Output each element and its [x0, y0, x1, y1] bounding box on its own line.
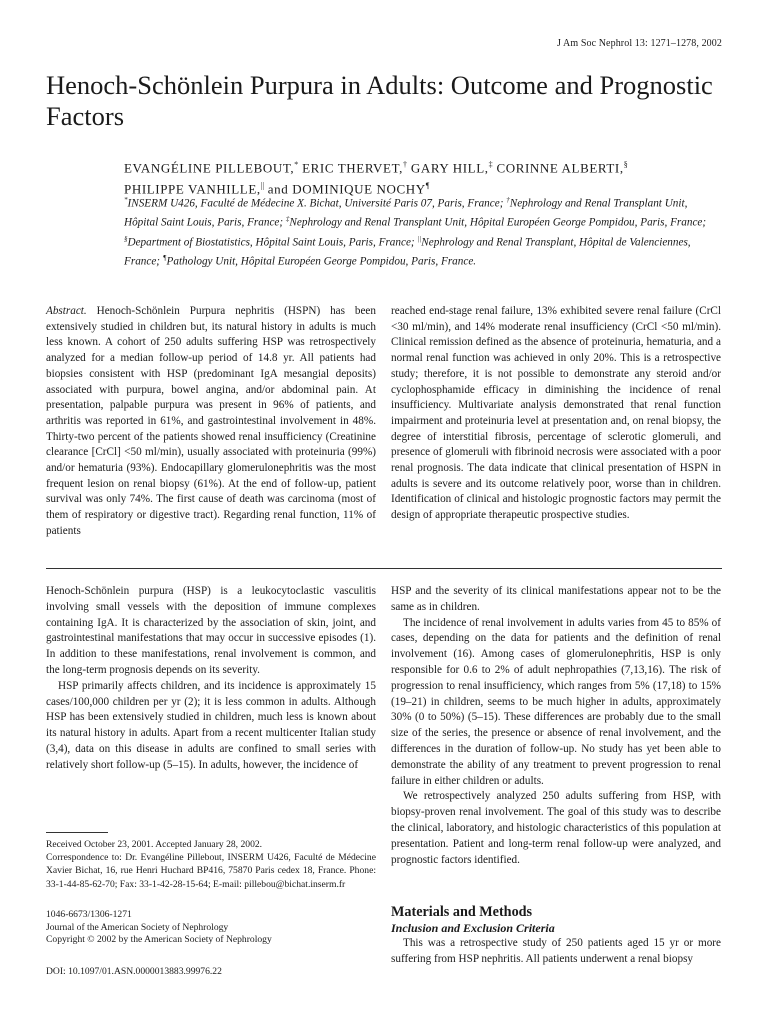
author-mark: ||: [260, 181, 264, 191]
affiliation-mark: ‡: [285, 215, 290, 224]
abstract-divider: [46, 568, 722, 569]
correspondence: Correspondence to: Dr. Evangéline Pillebout, INSERM U426, Faculté de Médecine Xavier Bichat, 16, rue Henri Huchard BP416, 75870 Paris cedex 18, France. Phone: 33-1-44-85-62-70; Fax: 33-1-42-28-15-64; E-mail: pillebou@bichat.inserm.fr: [46, 852, 376, 890]
subsection-heading: Inclusion and Exclusion Criteria: [391, 921, 555, 935]
author-mark: ¶: [425, 181, 430, 191]
author-name: EVANGÉLINE PILLEBOUT,: [124, 160, 295, 176]
abstract-text-continued: reached end-stage renal failure, 13% exhibited severe renal failure (CrCl <30 ml/min), and 14% moderate renal insufficiency (CrCl <50 ml/min). Clinical remission defined as the absence of proteinuria, hematuria, and a normal renal function was achieved in only 20%. This is a retrospective study; therefore, it is not possible to demonstrate any steroid and/or cyclophosphamide efficacy in diminishing the incidence of renal insufficiency. Multivariate analysis demonstrated that renal function impairment and proteinuria level at presentation and, on renal biopsy, the degree of interstitial fibrosis, percentage of sclerotic glomeruli, and presence of glomeruli with fibrinoid necrosis were associated with a poor renal prognosis. The data indicate that clinical presentation of HSPN in adults is severe and its outcome relatively poor, worse than in children. Identification of clinical and histologic prognostic factors may permit the design of appropriate therapeutic prospective studies.: [391, 305, 721, 522]
section-heading: Materials and Methods: [391, 904, 533, 920]
body-paragraph: This was a retrospective study of 250 patients aged 15 yr or more suffering from HSP nephritis. All patients underwent a renal biopsy: [391, 937, 721, 965]
affiliation-mark: †: [506, 196, 510, 204]
abstract-paragraph: [46, 304, 376, 540]
body-right-column: [391, 584, 721, 868]
abstract-right-column: [391, 304, 721, 524]
author-mark: ‡: [488, 160, 493, 169]
body-paragraph: Henoch-Schönlein purpura (HSP) is a leukocytoclastic vasculitis involving small vessels with the deposition of immune complexes containing IgA. It is characterized by the association of skin, joint, and gastrointestinal manifestations that may occur in successive episodes (1). In addition to these manifestations, renal involvement is common, and the long-term prognosis depends on its severity.: [46, 585, 376, 676]
affiliation-mark: ¶: [162, 253, 167, 262]
affiliation-text: Department of Biostatistics, Hôpital Saint Louis, Paris, France;: [127, 236, 418, 249]
abstract-text: Henoch-Schönlein Purpura nephritis (HSPN) has been extensively studied in children but, its natural history in adults is much less known. A cohort of 250 adults suffering HSP was retrospectively analyzed for a median follow-up period of 14.8 yr. All patients had biopsies consistent with HSP (predominant IgA mesangial deposits) associated with purpura, bowel angina, and/or abdominal pain. At presentation, palpable purpura was present in 96% of patients, and arthritis was reported in 61%, and gastrointestinal involvement in 48%. Thirty-two percent of the patients showed renal insufficiency (Creatinine clearance [CrCl] <50 ml/min), usually associated with proteinuria (99%) and/or hematuria (93%). Endocapillary glomerulonephritis was the most frequent lesion on renal biopsy (61%). At the end of follow-up, patient survival was only 74%. The first cause of death was carcinoma (most of them of respiratory or digestive tract). Regarding renal function, 11% of patients: [46, 305, 376, 537]
body-paragraph: HSP primarily affects children, and its incidence is approximately 15 cases/100,000 children per yr (2); it is less common in adults. Although HSP has been extensively studied in children, much less is known about its natural history in adults. Apart from a recent multicenter Italian study (3,4), data on this disease in adults are confined to small series with relatively short follow-up (5–15). In adults, however, the incidence of: [46, 679, 376, 771]
journal-name: Journal of the American Society of Nephrology: [46, 921, 229, 933]
author-mark: *: [294, 160, 299, 169]
body-paragraph: HSP and the severity of its clinical manifestations appear not to be the same as in children.: [391, 585, 721, 613]
abstract-label: Abstract.: [46, 305, 87, 317]
affiliation-text: Pathology Unit, Hôpital Européen George Pompidou, Paris, France.: [166, 255, 477, 268]
author-name: CORINNE ALBERTI,: [492, 160, 624, 176]
body-left-column: [46, 584, 376, 774]
footnotes: [46, 838, 376, 891]
author-joiner: and: [263, 181, 293, 197]
article-title: Henoch-Schönlein Purpura in Adults: Outcome and Prognostic Factors: [46, 70, 713, 131]
copyright: Copyright © 2002 by the American Society of Nephrology: [46, 934, 272, 946]
author-name: GARY HILL,: [407, 160, 489, 176]
journal-info: [46, 909, 376, 947]
affiliations: [124, 193, 724, 270]
doi: DOI: 10.1097/01.ASN.0000013883.99976.22: [46, 966, 222, 977]
author-name: DOMINIQUE NOCHY: [292, 181, 426, 197]
received-dates: Received October 23, 2001. Accepted January 28, 2002.: [46, 839, 263, 850]
methods-body: [391, 936, 721, 968]
affiliation-text: Nephrology and Renal Transplant Unit, Hôpital Saint Louis, Paris, France;: [124, 197, 688, 230]
affiliation-text: Nephrology and Renal Transplant, Hôpital de Valenciennes, France;: [124, 236, 691, 268]
author-mark: §: [623, 160, 628, 169]
author-name: ERIC THERVET,: [298, 160, 403, 176]
affiliation-text: INSERM U426, Faculté de Médecine X. Bichat, Université Paris 07, Paris, France;: [127, 197, 507, 210]
footnote-divider: [46, 832, 108, 833]
affiliation-mark: ||: [417, 234, 422, 243]
body-paragraph: The incidence of renal involvement in adults varies from 45 to 85% of cases, depending on the data for patients and the definition of renal involvement (16). Among cases of glomerulonephritis, HSP is only responsible for 0.6 to 2% of adult nephropathies (7,13,16). The risk of progression to renal insufficiency, which ranges from 5% (17,18) to 15% (19–21) in children, seems to be much higher in adults, approximately 30% (0 to 50%) (5–15). These differences are probably due to the small size of the series, the presence or absence of renal involvement, and the differences in the duration of follow-up. No study has yet been able to demonstrate the ability of any treatment to prevent progression to renal failure in either children or adults.: [391, 616, 721, 787]
author-mark: †: [403, 160, 407, 169]
author-line-1: [124, 156, 724, 177]
affiliation-text: Nephrology and Renal Transplant Unit, Hôpital Européen George Pompidou, Paris, France;: [289, 217, 707, 230]
body-paragraph: We retrospectively analyzed 250 adults suffering from HSP, with biopsy-proven renal involvement. The goal of this study was to describe the clinical, laboratory, and histologic characteristics of this population at presentation. Patient and long-term renal follow-up were analyzed, and prognostic factors identified.: [391, 790, 721, 866]
running-head: J Am Soc Nephrol 13: 1271–1278, 2002: [557, 38, 722, 49]
issn: 1046-6673/1306-1271: [46, 909, 132, 920]
affiliation-mark: §: [124, 234, 128, 243]
affiliation-mark: *: [124, 196, 128, 204]
author-name: PHILIPPE VANHILLE,: [124, 181, 261, 197]
abstract-left-column: [46, 304, 376, 540]
